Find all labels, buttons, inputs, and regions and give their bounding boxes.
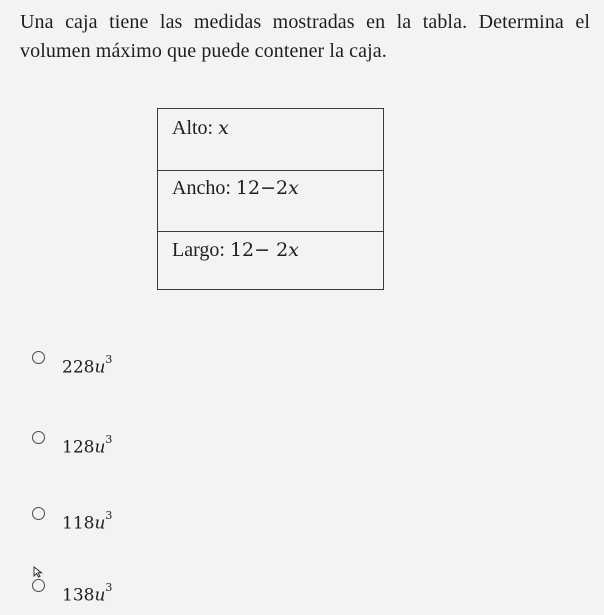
answer-unit: u (94, 357, 106, 378)
answer-label (62, 353, 113, 378)
radio-button[interactable] (32, 351, 45, 364)
answer-label (62, 433, 113, 458)
width-label: Ancho: (172, 177, 231, 199)
width-variable: x (288, 177, 299, 199)
table-row-height (158, 109, 383, 171)
table-row-length (158, 232, 383, 289)
answer-exponent: 3 (105, 353, 113, 366)
height-label-wrap (172, 117, 229, 140)
dimensions-table (157, 108, 384, 290)
radio-button[interactable] (32, 507, 45, 520)
length-constant: 12− 2 (229, 239, 289, 261)
mouse-cursor-icon (33, 566, 45, 578)
radio-button[interactable] (32, 579, 45, 592)
width-label-wrap (172, 177, 299, 200)
height-label: Alto: (172, 117, 214, 139)
answer-exponent: 3 (105, 433, 113, 446)
answer-option-138[interactable] (32, 574, 232, 604)
answer-option-128[interactable] (32, 426, 232, 456)
width-expression (236, 177, 299, 199)
length-expression (230, 239, 299, 261)
answer-value: 228 (62, 357, 95, 378)
height-expression (218, 117, 229, 139)
radio-button[interactable] (32, 431, 45, 444)
answer-exponent: 3 (105, 581, 113, 594)
length-label: Largo: (172, 239, 225, 261)
answer-unit: u (94, 585, 106, 606)
length-variable: x (288, 239, 299, 261)
answer-value: 138 (62, 585, 95, 606)
answer-option-118[interactable] (32, 502, 232, 532)
answer-label (62, 581, 113, 606)
width-constant: 12−2 (235, 177, 289, 199)
answer-exponent: 3 (105, 509, 113, 522)
answer-unit: u (94, 437, 106, 458)
table-row-width (158, 171, 383, 232)
length-label-wrap (172, 239, 299, 262)
question-paragraph: Una caja tiene las medidas mostradas en la tabla. Determina el volumen máximo que puede contener la caja. (20, 11, 590, 62)
answer-label (62, 509, 113, 534)
question-text (20, 8, 590, 66)
answer-value: 128 (62, 437, 95, 458)
answer-unit: u (94, 513, 106, 534)
answer-value: 118 (62, 513, 95, 534)
height-variable: x (218, 117, 229, 139)
answer-option-228[interactable] (32, 346, 232, 376)
